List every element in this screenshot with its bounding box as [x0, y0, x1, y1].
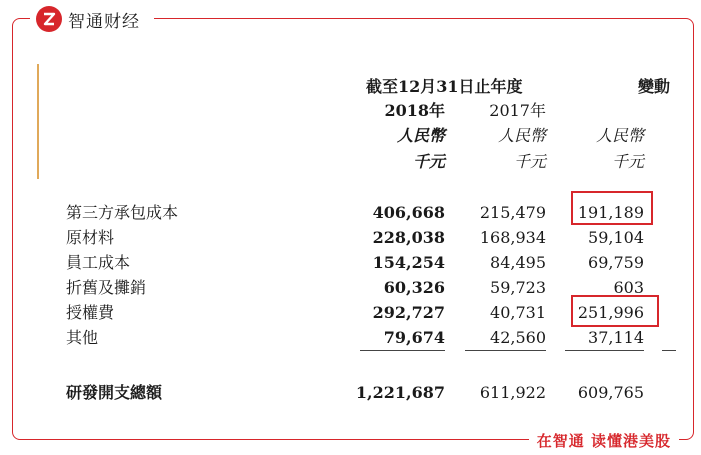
row-value-2017: 59,723	[490, 278, 546, 297]
total-value-2017: 611,922	[479, 383, 546, 402]
row-label: 員工成本	[66, 253, 131, 272]
row-value-2017: 215,479	[479, 203, 546, 222]
brand-tagline: 在智通 读懂港美股	[536, 431, 671, 450]
unit-change: 千元	[611, 152, 644, 171]
highlight-box-contractor-change	[571, 191, 653, 225]
row-value-change: 37,114	[588, 328, 644, 347]
total-value-2018: 1,221,687	[355, 383, 445, 402]
footer-tagline	[529, 427, 679, 453]
brand-name: 智通财经	[68, 11, 140, 32]
total-label: 研發開支總額	[66, 383, 163, 402]
brand-logo	[30, 4, 154, 34]
zhitong-logo-icon	[36, 6, 62, 32]
subtotal-rule-change	[565, 350, 644, 351]
header-year-2017: 2017年	[489, 101, 546, 120]
subtotal-rule-extra	[662, 350, 676, 351]
row-value-2018: 79,674	[383, 328, 445, 347]
total-value-change: 609,765	[577, 383, 644, 402]
subtotal-rule-2017	[465, 350, 546, 351]
left-accent-bar	[37, 64, 39, 179]
unit-2017: 千元	[513, 152, 546, 171]
row-value-change: 59,104	[588, 228, 644, 247]
row-value-2017: 84,495	[490, 253, 546, 272]
header-year-2018: 2018年	[384, 101, 445, 120]
row-value-2018: 228,038	[372, 228, 445, 247]
currency-2018: 人民幣	[396, 126, 445, 145]
row-value-2018: 154,254	[372, 253, 445, 272]
header-period: 截至12月31日止年度	[366, 77, 523, 96]
subtotal-rule-2018	[360, 350, 445, 351]
row-value-change: 191,189	[577, 203, 644, 222]
row-label: 折舊及攤銷	[66, 278, 147, 297]
row-label: 授權費	[66, 303, 115, 322]
row-value-2018: 60,326	[383, 278, 445, 297]
row-value-change: 69,759	[588, 253, 644, 272]
row-label: 其他	[66, 328, 99, 347]
highlight-box-license-change	[571, 295, 659, 327]
row-label: 第三方承包成本	[66, 203, 179, 222]
unit-2018: 千元	[412, 152, 445, 171]
row-value-change: 603	[613, 278, 644, 297]
row-value-2018: 406,668	[372, 203, 445, 222]
row-value-2017: 168,934	[479, 228, 546, 247]
currency-2017: 人民幣	[497, 126, 546, 145]
row-value-2018: 292,727	[372, 303, 445, 322]
row-value-2017: 42,560	[490, 328, 546, 347]
row-value-change: 251,996	[577, 303, 644, 322]
header-change: 變動	[637, 77, 670, 96]
row-label: 原材料	[66, 228, 115, 247]
row-value-2017: 40,731	[490, 303, 546, 322]
currency-change: 人民幣	[595, 126, 644, 145]
